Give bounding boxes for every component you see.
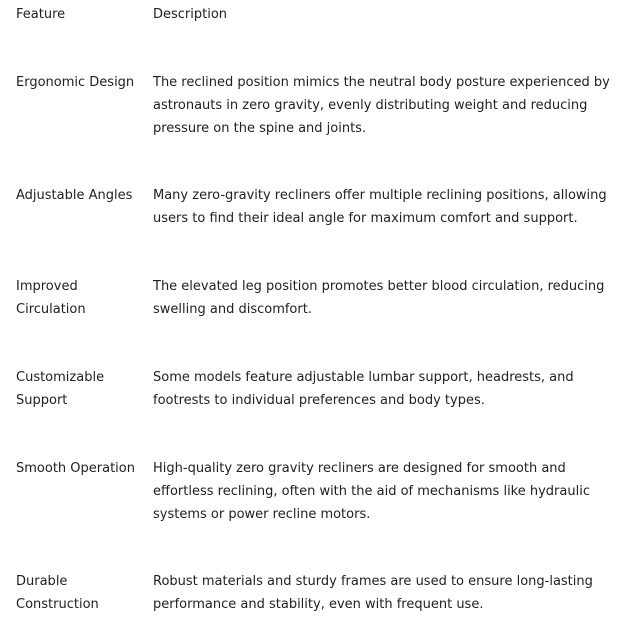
feature-cell: Smooth Operation	[16, 461, 135, 476]
feature-column-header: Feature	[16, 7, 66, 22]
feature-cell: Improved Circulation	[16, 279, 86, 317]
feature-cell: Customizable Support	[16, 370, 105, 408]
description-cell: Robust materials and sturdy frames are used to ensure long-lasting performance and stability, even with frequent use.	[153, 574, 593, 612]
description-cell: The reclined position mimics the neutral body posture experienced by astronauts in zero gravity, evenly distributing weight and reducing pressure on the spine and joints.	[153, 75, 610, 136]
feature-cell: Ergonomic Design	[16, 75, 135, 90]
description-cell: Some models feature adjustable lumbar support, headrests, and footrests to individual preferences and body types.	[153, 370, 574, 408]
description-cell: Many zero-gravity recliners offer multiple reclining positions, allowing users to find their ideal angle for maximum comfort and support.	[153, 188, 607, 226]
feature-cell: Durable Construction	[16, 574, 99, 612]
description-cell: The elevated leg position promotes better blood circulation, reducing swelling and discomfort.	[153, 279, 605, 317]
feature-cell: Adjustable Angles	[16, 188, 133, 203]
description-cell: High-quality zero gravity recliners are designed for smooth and effortless reclining, often with the aid of mechanisms like hydraulic systems or power recline motors.	[153, 461, 590, 522]
description-column-header: Description	[153, 7, 228, 22]
